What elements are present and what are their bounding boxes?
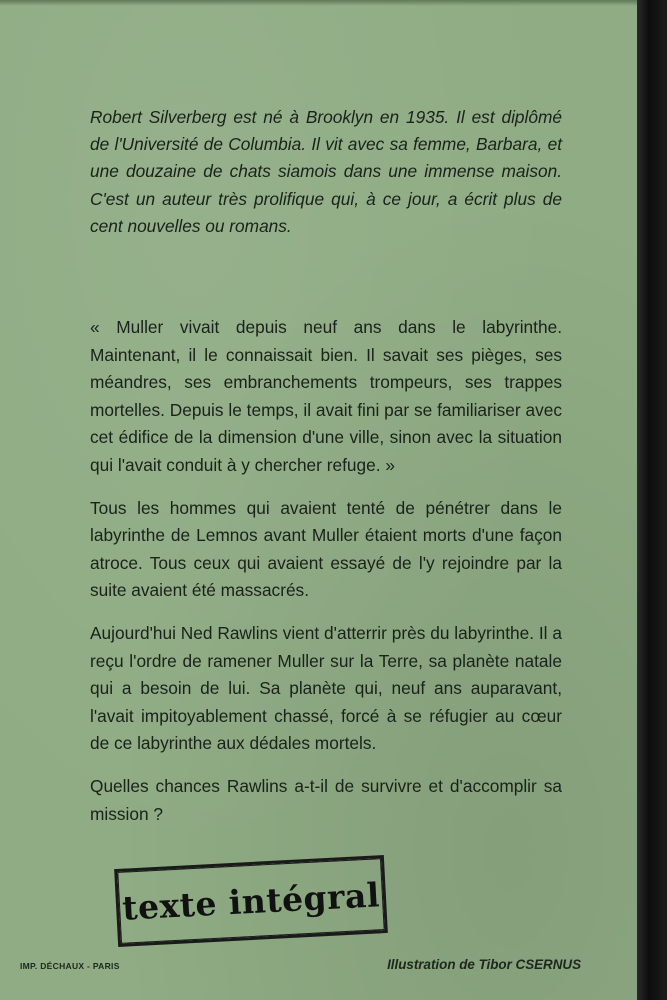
blurb-question: Quelles chances Rawlins a-t-il de survivre et d'accomplir sa mission ?: [90, 775, 562, 824]
book-blurb: [90, 314, 562, 843]
book-spine-edge: [637, 0, 667, 1000]
texte-integral-stamp: [114, 855, 388, 947]
author-bio: Robert Silverberg est né à Brooklyn en 1935. Il est diplômé de l'Université de Columbia. Il vit avec sa femme, Barbara, et une douzaine de chats siamois dans une immense maison. C'est un auteur très prolifique qui, à ce jour, a écrit plus de cent nouvelles ou romans.: [90, 107, 562, 236]
illustration-credit: Illustration de Tibor CSERNUS: [387, 957, 581, 972]
printer-credit: IMP. DÉCHAUX - PARIS: [20, 961, 120, 971]
blurb-paragraph: Tous les hommes qui avaient tenté de pénétrer dans le labyrinthe de Lemnos avant Muller étaient morts d'une façon atroce. Tous ceux qui avaient essayé de l'y rejoindre par la suite avaient été massacrés.: [90, 497, 562, 601]
blurb-paragraph: Aujourd'hui Ned Rawlins vient d'atterrir près du labyrinthe. Il a reçu l'ordre de ramener Muller sur la Terre, sa planète natale qui a besoin de lui. Sa planète qui, neuf ans auparavant, l'avait impitoyablement chassé, forcé à se réfugier au cœur de ce labyrinthe aux dédales mortels.: [90, 622, 562, 754]
blurb-quote: « Muller vivait depuis neuf ans dans le labyrinthe. Maintenant, il le connaissait bien. Il savait ses pièges, ses méandres, ses embranchements trompeurs, ses trappes mortelles. Depuis le temps, il avait fini par se familiariser avec cet édifice de la dimension d'une ville, sinon avec la situation qui l'avait conduit à y chercher refuge. »: [90, 317, 562, 475]
stamp-label: texte intégral: [121, 874, 381, 928]
